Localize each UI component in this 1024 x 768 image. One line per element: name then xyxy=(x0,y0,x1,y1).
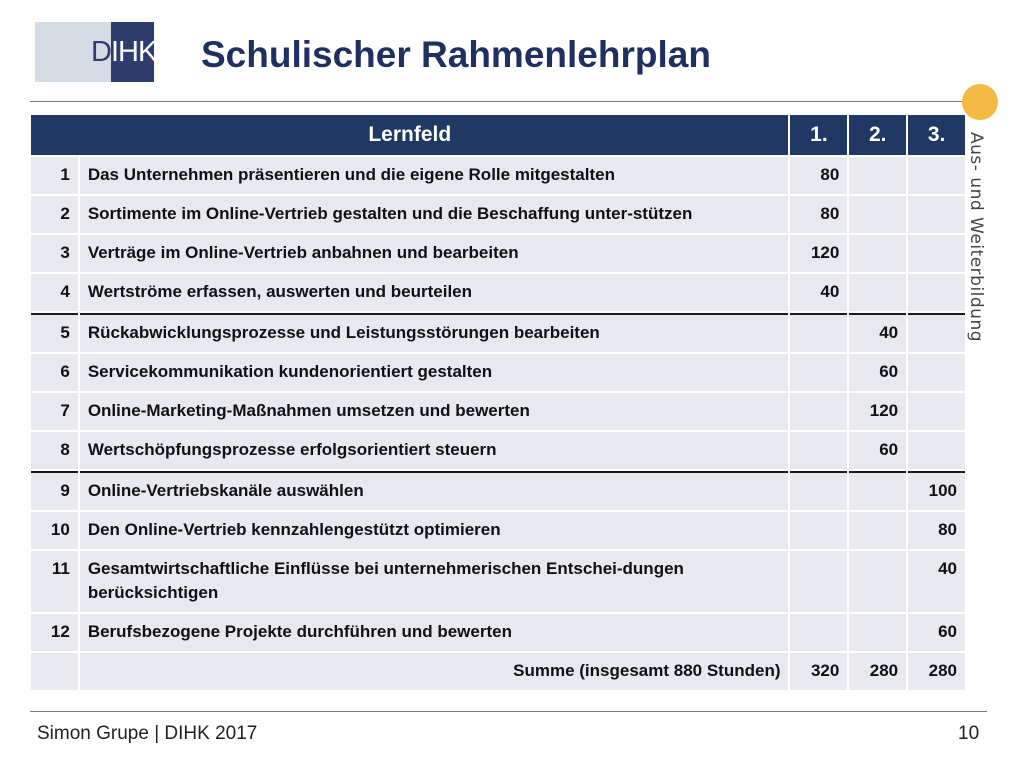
sum-row xyxy=(31,653,965,690)
curriculum-table xyxy=(29,113,967,692)
row-year-1: 120 xyxy=(790,235,847,272)
row-year-2 xyxy=(849,196,906,233)
row-number: 3 xyxy=(31,235,78,272)
footer-author: Simon Grupe | DIHK 2017 xyxy=(37,723,258,744)
table-row xyxy=(31,393,965,430)
table-row xyxy=(31,157,965,194)
row-field: Wertschöpfungsprozesse erfolgsorientiert steuern xyxy=(80,432,789,469)
row-year-1 xyxy=(790,432,847,469)
header-year-3: 3. xyxy=(908,115,965,155)
header-year-1: 1. xyxy=(790,115,847,155)
row-field: Wertströme erfassen, auswerten und beurteilen xyxy=(80,274,789,311)
row-field: Rückabwicklungsprozesse und Leistungsstörungen bearbeiten xyxy=(80,313,789,352)
row-year-3: 80 xyxy=(908,512,965,549)
sum-year-2: 280 xyxy=(849,653,906,690)
page-number: 10 xyxy=(958,723,980,744)
row-year-3: 60 xyxy=(908,614,965,651)
row-year-3 xyxy=(908,432,965,469)
row-year-1 xyxy=(790,393,847,430)
row-year-1: 40 xyxy=(790,274,847,311)
row-number: 5 xyxy=(31,313,78,352)
table-row xyxy=(31,235,965,272)
row-year-2: 40 xyxy=(849,313,906,352)
row-field: Den Online-Vertrieb kennzahlengestützt optimieren xyxy=(80,512,789,549)
logo-part-light: D xyxy=(35,22,111,82)
row-year-1 xyxy=(790,512,847,549)
row-year-3 xyxy=(908,196,965,233)
row-year-1 xyxy=(790,313,847,352)
row-field: Berufsbezogene Projekte durchführen und bewerten xyxy=(80,614,789,651)
sum-label: Summe (insgesamt 880 Stunden) xyxy=(80,653,789,690)
row-year-2 xyxy=(849,274,906,311)
row-year-3: 40 xyxy=(908,551,965,612)
row-number: 9 xyxy=(31,471,78,510)
header-lernfeld: Lernfeld xyxy=(31,115,788,155)
row-year-1: 80 xyxy=(790,196,847,233)
row-year-1 xyxy=(790,614,847,651)
row-year-2 xyxy=(849,614,906,651)
table-row xyxy=(31,614,965,651)
page-title: Schulischer Rahmenlehrplan xyxy=(201,34,711,75)
row-year-2: 60 xyxy=(849,432,906,469)
row-field: Verträge im Online-Vertrieb anbahnen und bearbeiten xyxy=(80,235,789,272)
table-row xyxy=(31,551,965,612)
row-number: 4 xyxy=(31,274,78,311)
row-number: 6 xyxy=(31,354,78,391)
row-year-2: 120 xyxy=(849,393,906,430)
bottom-divider xyxy=(30,711,987,712)
row-year-1 xyxy=(790,551,847,612)
row-field: Servicekommunikation kundenorientiert gestalten xyxy=(80,354,789,391)
row-number: 8 xyxy=(31,432,78,469)
row-year-1 xyxy=(790,354,847,391)
row-field: Das Unternehmen präsentieren und die eigene Rolle mitgestalten xyxy=(80,157,789,194)
row-number: 12 xyxy=(31,614,78,651)
row-year-3 xyxy=(908,157,965,194)
row-year-2 xyxy=(849,512,906,549)
sum-year-3: 280 xyxy=(908,653,965,690)
logo-part-dark: IHK xyxy=(111,22,154,82)
row-number: 11 xyxy=(31,551,78,612)
sum-year-1: 320 xyxy=(790,653,847,690)
table-row xyxy=(31,432,965,469)
row-year-3 xyxy=(908,393,965,430)
row-number: 2 xyxy=(31,196,78,233)
row-year-1: 80 xyxy=(790,157,847,194)
table-row xyxy=(31,274,965,311)
top-divider xyxy=(30,101,987,102)
row-year-3 xyxy=(908,313,965,352)
side-caption: Aus- und Weiterbildung xyxy=(966,132,986,343)
table-row xyxy=(31,512,965,549)
row-year-2 xyxy=(849,157,906,194)
row-number: 7 xyxy=(31,393,78,430)
dihk-logo xyxy=(35,22,157,82)
table-row xyxy=(31,471,965,510)
row-year-2: 60 xyxy=(849,354,906,391)
table-row xyxy=(31,354,965,391)
row-year-2 xyxy=(849,551,906,612)
sum-empty-cell xyxy=(31,653,78,690)
row-year-1 xyxy=(790,471,847,510)
row-year-3 xyxy=(908,274,965,311)
accent-circle-icon xyxy=(962,84,998,120)
row-year-3 xyxy=(908,354,965,391)
row-field: Online-Marketing-Maßnahmen umsetzen und bewerten xyxy=(80,393,789,430)
table-row xyxy=(31,313,965,352)
row-year-2 xyxy=(849,235,906,272)
row-field: Gesamtwirtschaftliche Einflüsse bei unternehmerischen Entschei-dungen berücksichtigen xyxy=(80,551,789,612)
row-year-3: 100 xyxy=(908,471,965,510)
row-year-2 xyxy=(849,471,906,510)
row-field: Sortimente im Online-Vertrieb gestalten und die Beschaffung unter-stützen xyxy=(80,196,789,233)
row-number: 1 xyxy=(31,157,78,194)
table-row xyxy=(31,196,965,233)
row-year-3 xyxy=(908,235,965,272)
header-year-2: 2. xyxy=(849,115,906,155)
table-header-row xyxy=(31,115,965,155)
row-field: Online-Vertriebskanäle auswählen xyxy=(80,471,789,510)
row-number: 10 xyxy=(31,512,78,549)
